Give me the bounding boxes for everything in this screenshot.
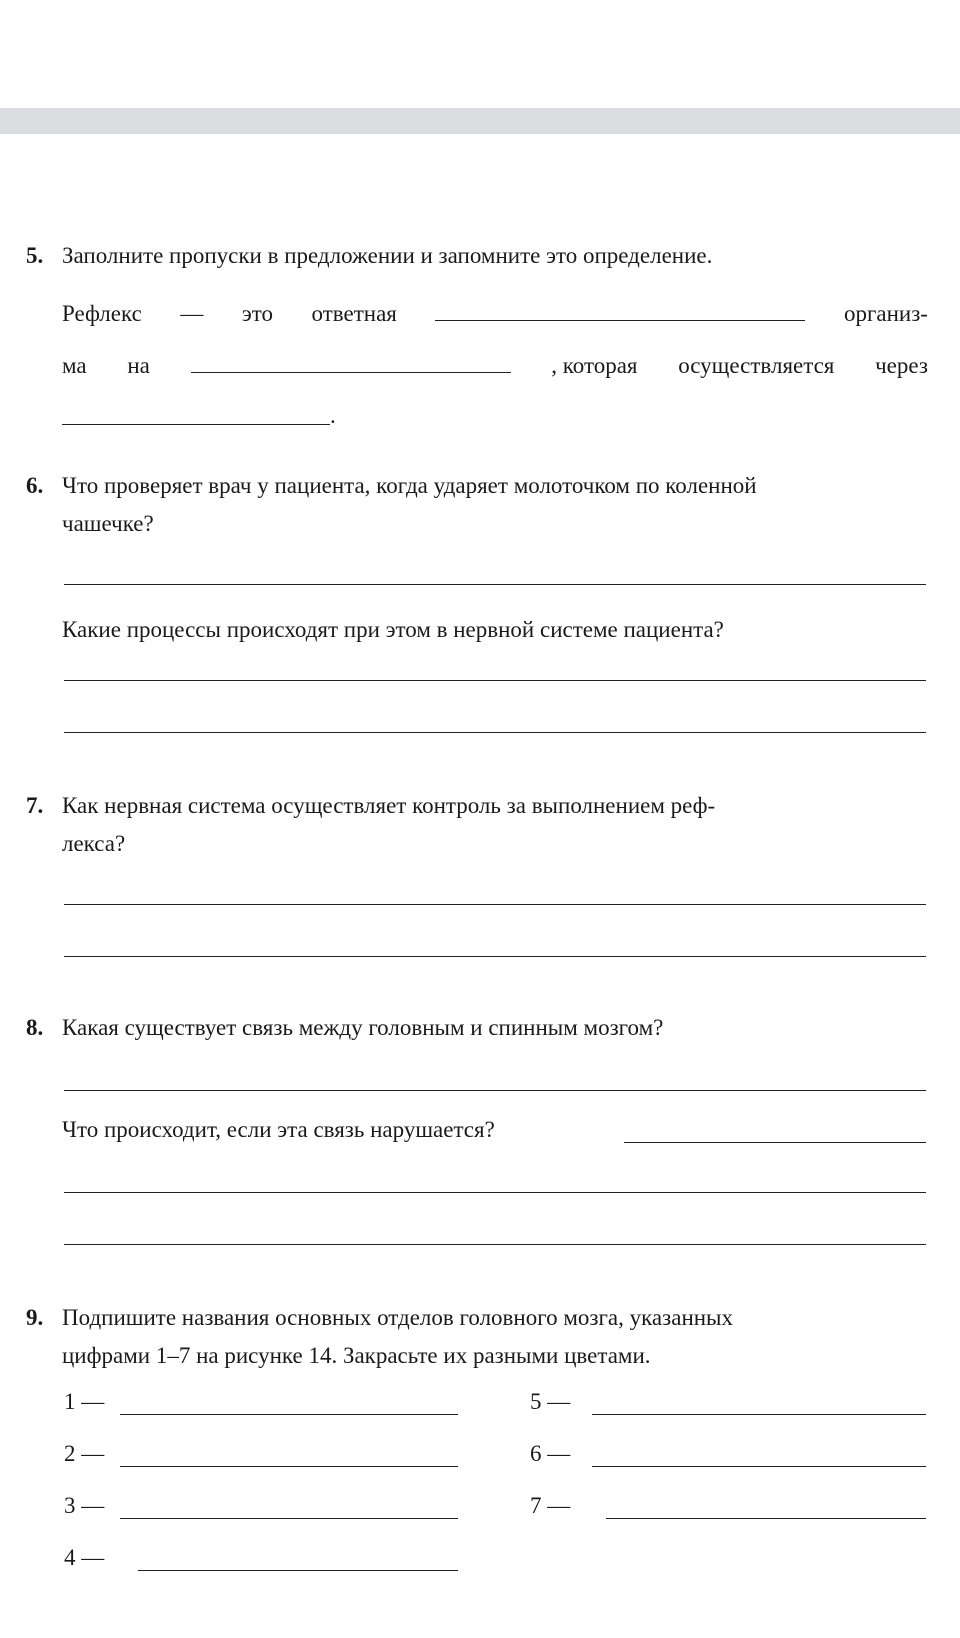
- q5-number: 5.: [26, 243, 44, 268]
- q7-text-line1: Как нервная система осуществляет контроль за выполнением реф-: [62, 793, 716, 818]
- q5-word: , которая: [551, 353, 638, 378]
- q9-item-label: 5 —: [530, 1389, 571, 1414]
- q8-number: 8.: [26, 1015, 44, 1040]
- q6-text-line2: чашечке?: [62, 511, 154, 536]
- q5-word: —: [180, 301, 204, 326]
- q5-definition-row2: [62, 350, 928, 382]
- q6-number: 6.: [26, 473, 44, 498]
- q7-number: 7.: [26, 793, 44, 818]
- q6-text-line1: Что проверяет врач у пациента, когда ударяет молоточком по коленной: [62, 473, 757, 498]
- q9-item-label: 7 —: [530, 1493, 571, 1518]
- q7-text-line2: лекса?: [62, 831, 126, 856]
- q5-word: Рефлекс: [62, 301, 142, 326]
- q9-item-3-line[interactable]: [120, 1518, 458, 1519]
- q8-subquestion: Что происходит, если эта связь нарушается?: [62, 1117, 495, 1142]
- q5-text: Заполните пропуски в предложении и запомните это определение.: [62, 243, 713, 268]
- q8-answer-line-2[interactable]: [64, 1192, 926, 1193]
- q8-answer-inline[interactable]: [624, 1142, 926, 1143]
- q7-answer-line-1[interactable]: [64, 904, 926, 905]
- q9-item-5-line[interactable]: [592, 1414, 926, 1415]
- q5-definition-row1: [62, 298, 928, 330]
- q9-text-line2: цифрами 1–7 на рисунке 14. Закрасьте их разными цветами.: [62, 1343, 651, 1368]
- q9-item-label: 3 —: [64, 1493, 105, 1518]
- q5-word: ма: [62, 353, 87, 378]
- q8-answer-line-3[interactable]: [64, 1244, 926, 1245]
- q9-number: 9.: [26, 1305, 44, 1330]
- q5-word: организ-: [843, 301, 928, 326]
- q9-item-1-line[interactable]: [120, 1414, 458, 1415]
- q9-item-6-line[interactable]: [592, 1466, 926, 1467]
- q9-item-label: 6 —: [530, 1441, 571, 1466]
- q9-item-4-line[interactable]: [138, 1570, 458, 1571]
- q5-word: осуществляется: [678, 353, 835, 378]
- q6-subquestion: Какие процессы происходят при этом в нервной системе пациента?: [62, 617, 724, 642]
- q6-answer-line-1[interactable]: [64, 584, 926, 585]
- q5-word: через: [875, 353, 928, 378]
- q8-text: Какая существует связь между головным и спинным мозгом?: [62, 1015, 664, 1040]
- q5-blank-1[interactable]: [435, 300, 805, 321]
- q5-blank-2[interactable]: [191, 352, 511, 373]
- q5-word: на: [127, 353, 150, 378]
- q9-item-label: 4 —: [64, 1545, 105, 1570]
- q5-word: это: [241, 301, 273, 326]
- q6-answer-line-3[interactable]: [64, 732, 926, 733]
- q8-answer-line-1[interactable]: [64, 1090, 926, 1091]
- q9-item-7-line[interactable]: [606, 1518, 926, 1519]
- q9-item-label: 1 —: [64, 1389, 105, 1414]
- q5-word: ответная: [311, 301, 397, 326]
- q6-answer-line-2[interactable]: [64, 680, 926, 681]
- q9-item-label: 2 —: [64, 1441, 105, 1466]
- q5-blank-3[interactable]: [62, 424, 330, 425]
- q7-answer-line-2[interactable]: [64, 956, 926, 957]
- q9-text-line1: Подпишите названия основных отделов головного мозга, указанных: [62, 1305, 734, 1330]
- q9-item-2-line[interactable]: [120, 1466, 458, 1467]
- q5-period: .: [330, 403, 336, 428]
